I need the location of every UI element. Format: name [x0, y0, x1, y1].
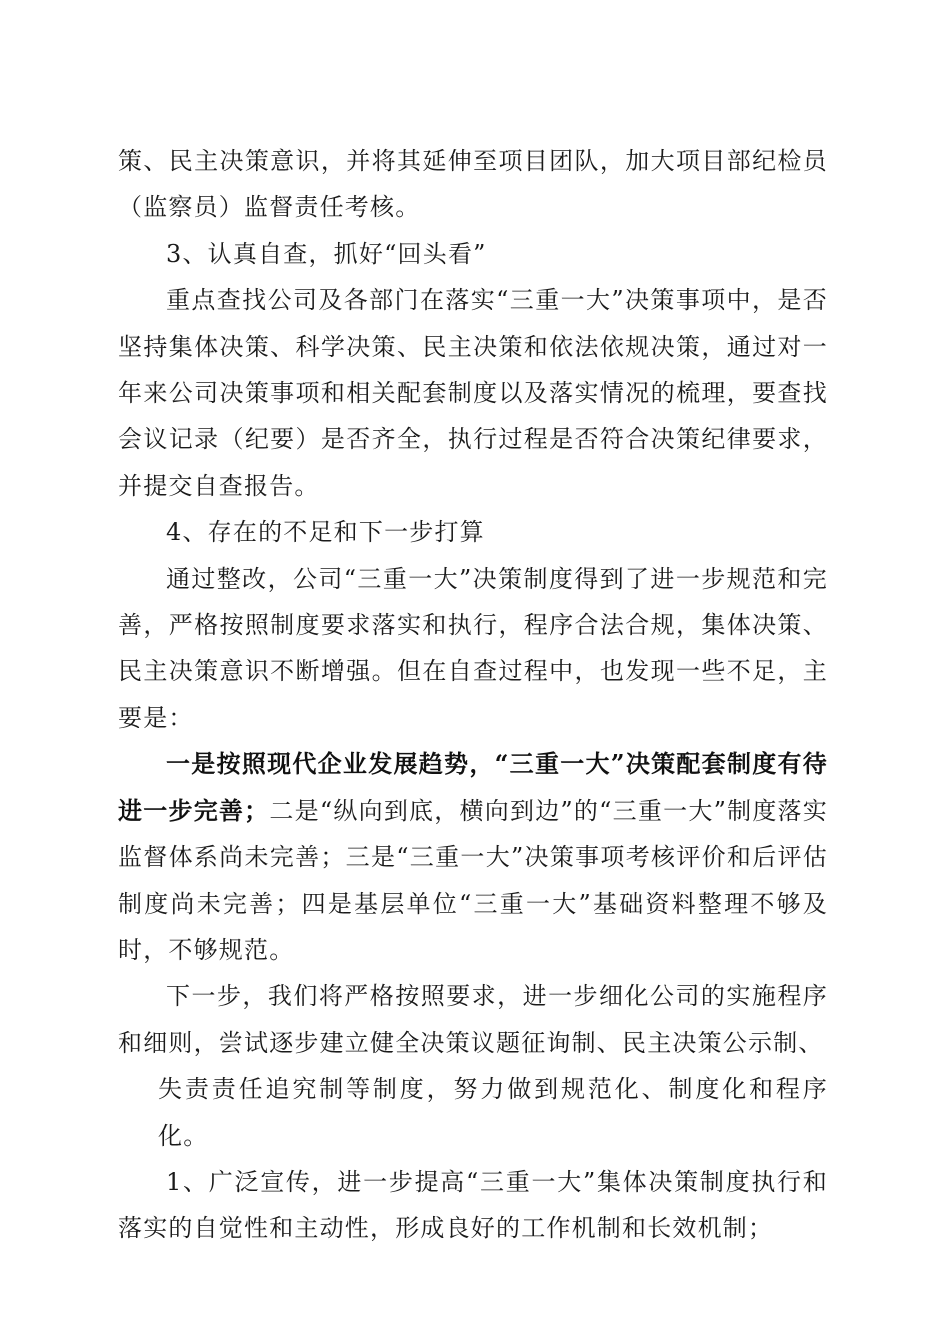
- bold-lead-text: 一是按照现代企业发展趋势，“三重一大”决策配套制度有待进一步完善；: [118, 749, 828, 825]
- section-heading-shortcomings: 4、存在的不足和下一步打算: [166, 518, 485, 547]
- paragraph-next-steps-continued: 失责责任追究制等制度，努力做到规范化、制度化和程序化。: [158, 1075, 828, 1150]
- section-heading-self-check: 3、认真自查，抓好“回头看”: [166, 239, 487, 268]
- paragraph-rectification-results: 通过整改，公司“三重一大”决策制度得到了进一步规范和完善，严格按照制度要求落实和执行，程序合法合规，集体决策、民主决策意识不断增强。但在自查过程中，也发现一些不足，主要是：: [118, 564, 828, 732]
- shortcomings-remainder: 二是“纵向到底，横向到边”的“三重一大”制度落实监督体系尚未完善；三是“三重一大”决策事项考核评价和后评估制度尚未完善；四是基层单位“三重一大”基础资料整理不够及时，不够规范。: [118, 796, 828, 964]
- document-body: [118, 138, 828, 1252]
- paragraph-continuation: 策、民主决策意识，并将其延伸至项目团队，加大项目部纪检员（监察员）监督责任考核。: [118, 147, 828, 222]
- paragraph-self-check-details: 重点查找公司及各部门在落实“三重一大”决策事项中，是否坚持集体决策、科学决策、民主决策和依法依规决策，通过对一年来公司决策事项和相关配套制度以及落实情况的梳理，要查找会议记录（纪要）是否齐全，执行过程是否符合决策纪律要求，并提交自查报告。: [118, 286, 828, 500]
- paragraph-shortcomings-list: [118, 741, 828, 973]
- paragraph-next-steps: 下一步，我们将严格按照要求，进一步细化公司的实施程序和细则，尝试逐步建立健全决策议题征询制、民主决策公示制、: [118, 982, 828, 1057]
- paragraph-publicity-item: 1、广泛宣传，进一步提高“三重一大”集体决策制度执行和落实的自觉性和主动性，形成良好的工作机制和长效机制；: [118, 1167, 828, 1243]
